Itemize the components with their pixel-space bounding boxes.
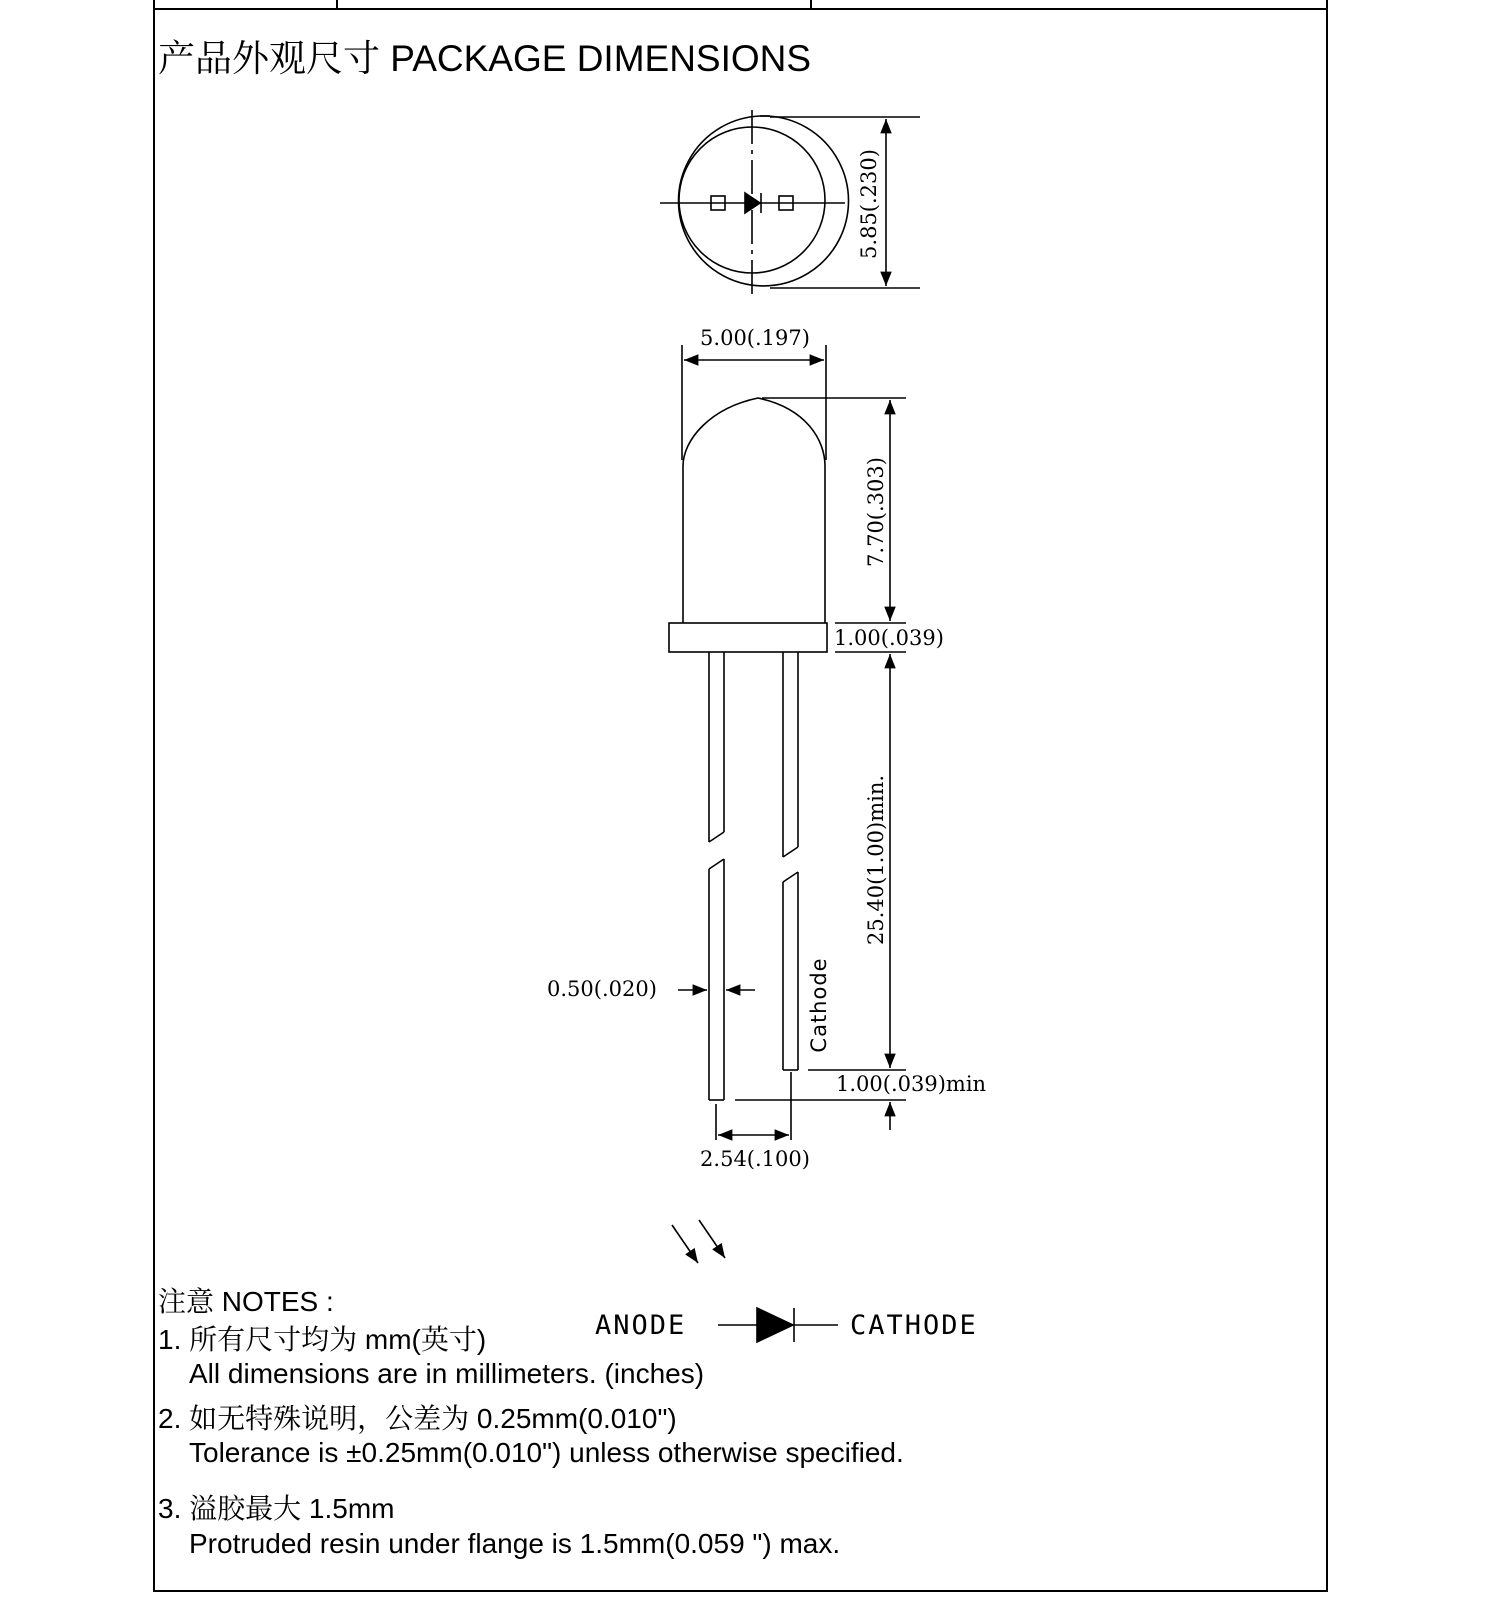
note-3-zh: 3. 溢胶最大 1.5mm bbox=[158, 1493, 395, 1524]
cathode-label: CATHODE bbox=[850, 1310, 978, 1341]
top-diameter-label: 5.85(.230) bbox=[857, 149, 881, 259]
flange-height-label: 1.00(.039) bbox=[834, 626, 944, 650]
header-table-divider-2 bbox=[810, 0, 812, 9]
header-table-divider-1 bbox=[336, 0, 338, 9]
top-view bbox=[660, 110, 920, 295]
lead-length-label: 25.40(1.00)min. bbox=[864, 774, 888, 946]
package-dimension-drawing bbox=[530, 100, 1000, 1350]
cathode-lead-label: Cathode bbox=[807, 957, 831, 1053]
anode-lead bbox=[709, 652, 724, 1100]
page-title: 产品外观尺寸 PACKAGE DIMENSIONS bbox=[158, 38, 812, 79]
note-2-zh: 2. 如无特殊说明，公差为 0.25mm(0.010") bbox=[158, 1403, 677, 1434]
lens-body bbox=[683, 398, 825, 623]
lead-width-label: 0.50(.020) bbox=[547, 977, 657, 1001]
led-schematic-symbol bbox=[672, 1220, 838, 1342]
cathode-lead bbox=[783, 652, 798, 1070]
flange bbox=[669, 623, 827, 652]
note-1-en: All dimensions are in millimeters. (inches) bbox=[189, 1358, 705, 1389]
lead-offset-label: 1.00(.039)min bbox=[836, 1072, 987, 1096]
body-width-label: 5.00(.197) bbox=[700, 326, 810, 350]
note-1-zh: 1. 所有尺寸均为 mm(英寸) bbox=[158, 1324, 487, 1355]
notes-heading: 注意 NOTES : bbox=[158, 1286, 334, 1317]
top-view-outer-flange bbox=[679, 116, 849, 286]
note-3-en: Protruded resin under flange is 1.5mm(0.059 ") max. bbox=[189, 1528, 841, 1559]
schematic-diode-triangle bbox=[757, 1308, 793, 1342]
lead-spacing-label: 2.54(.100) bbox=[700, 1147, 810, 1171]
anode-label: ANODE bbox=[595, 1310, 687, 1341]
header-table-bottom-line bbox=[153, 8, 1326, 10]
light-ray-1 bbox=[672, 1225, 698, 1263]
note-2-en: Tolerance is ±0.25mm(0.010") unless otherwise specified. bbox=[189, 1437, 904, 1468]
lens-height-label: 7.70(.303) bbox=[864, 457, 888, 567]
light-ray-2 bbox=[699, 1220, 725, 1258]
